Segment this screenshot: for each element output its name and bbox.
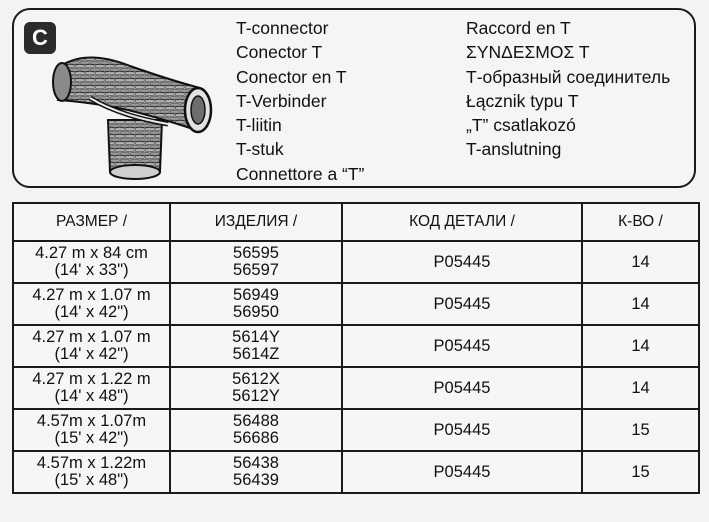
- part-letter-badge: C: [24, 22, 56, 54]
- model-number: 56439: [233, 471, 279, 489]
- quantity-cell: 14: [582, 367, 699, 409]
- models-cell: [170, 409, 342, 451]
- size-cell: [13, 283, 170, 325]
- size-cell: [13, 451, 170, 493]
- model-number: 56686: [233, 429, 279, 447]
- part-code-cell: P05445: [342, 367, 582, 409]
- model-number: 56438: [233, 454, 279, 472]
- model-number: 56488: [233, 412, 279, 430]
- table-row: [13, 241, 699, 283]
- table-row: [13, 325, 699, 367]
- part-names-right: [466, 16, 670, 162]
- parts-table: [12, 202, 700, 494]
- models-cell: [170, 241, 342, 283]
- part-code-cell: P05445: [342, 241, 582, 283]
- part-code-cell: P05445: [342, 409, 582, 451]
- part-code-cell: P05445: [342, 325, 582, 367]
- size-metric: 4.27 m x 1.07 m: [32, 286, 151, 304]
- model-number: 56949: [233, 286, 279, 304]
- model-number: 56950: [233, 303, 279, 321]
- part-name-de: T-Verbinder: [236, 90, 327, 111]
- quantity-cell: 15: [582, 451, 699, 493]
- table-row: [13, 367, 699, 409]
- part-name-pl: Łącznik typu T: [466, 90, 579, 111]
- t-connector-illustration: [50, 40, 230, 185]
- header-part-code: КОД ДЕТАЛИ /: [342, 203, 582, 241]
- model-number: 56597: [233, 261, 279, 279]
- part-name-es: Conector T: [236, 42, 323, 63]
- models-cell: [170, 367, 342, 409]
- models-cell: [170, 451, 342, 493]
- part-code-cell: P05445: [342, 283, 582, 325]
- size-imperial: (15' x 42"): [54, 429, 129, 447]
- model-number: 5612X: [232, 370, 280, 388]
- model-number: 56595: [233, 244, 279, 262]
- table-row: [13, 409, 699, 451]
- size-cell: [13, 409, 170, 451]
- part-code-cell: P05445: [342, 451, 582, 493]
- part-name-it: Connettore a “T”: [236, 163, 365, 184]
- header-models: ИЗДЕЛИЯ /: [170, 203, 342, 241]
- size-imperial: (15' x 48"): [54, 471, 129, 489]
- quantity-cell: 14: [582, 325, 699, 367]
- part-name-en: T-connector: [236, 18, 329, 38]
- size-cell: [13, 367, 170, 409]
- table-row: [13, 451, 699, 493]
- size-cell: [13, 325, 170, 367]
- size-imperial: (14' x 48"): [54, 387, 129, 405]
- part-names-left: [236, 16, 364, 186]
- header-size: РАЗМЕР /: [13, 203, 170, 241]
- table-header-row: [13, 203, 699, 241]
- part-name-sv: T-anslutning: [466, 139, 562, 160]
- part-name-fi: T-liitin: [236, 115, 282, 136]
- models-cell: [170, 325, 342, 367]
- size-metric: 4.57m x 1.07m: [36, 412, 147, 430]
- part-name-ru: Т-образный соединитель: [466, 66, 671, 87]
- model-number: 5614Y: [232, 328, 280, 346]
- size-metric: 4.27 m x 84 cm: [35, 244, 148, 262]
- size-metric: 4.27 m x 1.07 m: [32, 328, 151, 346]
- part-name-nl: T-stuk: [236, 139, 284, 160]
- part-name-es-alt: Conector en T: [236, 66, 347, 87]
- model-number: 5612Y: [232, 387, 280, 405]
- size-cell: [13, 241, 170, 283]
- table-row: [13, 283, 699, 325]
- quantity-cell: 15: [582, 409, 699, 451]
- header-quantity: К-ВО /: [582, 203, 699, 241]
- size-imperial: (14' x 33"): [54, 261, 129, 279]
- size-metric: 4.57m x 1.22m: [36, 454, 147, 472]
- quantity-cell: 14: [582, 283, 699, 325]
- size-imperial: (14' x 42"): [54, 345, 129, 363]
- size-metric: 4.27 m x 1.22 m: [32, 370, 151, 388]
- models-cell: [170, 283, 342, 325]
- model-number: 5614Z: [232, 345, 280, 363]
- part-name-fr: Raccord en T: [466, 18, 571, 38]
- quantity-cell: 14: [582, 241, 699, 283]
- size-imperial: (14' x 42"): [54, 303, 129, 321]
- part-name-hu: „T” csatlakozó: [466, 115, 576, 136]
- part-name-el: ΣΥΝΔΕΣΜΟΣ Τ: [466, 42, 590, 63]
